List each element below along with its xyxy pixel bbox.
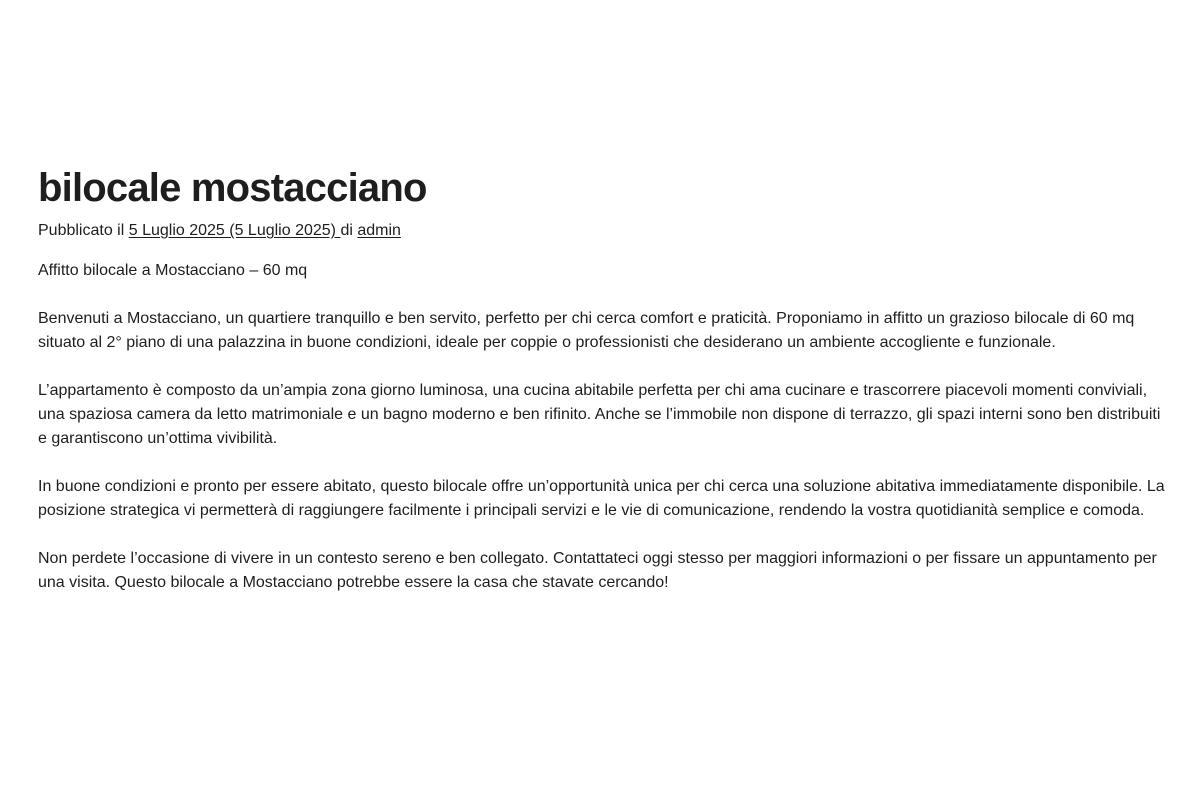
post-article [38,164,1168,619]
post-content [38,259,1168,595]
post-paragraph: In buone condizioni e pronto per essere abitato, questo bilocale offre un’opportunità unica per chi cerca una soluzione abitativa immediatamente disponibile. La posizione strategica vi permetterà di raggiungere facilmente i principali servizi e le vie di comunicazione, rendendo la vostra quotidianità semplice e comoda. [38,478,1165,519]
post-paragraph: Non perdete l’occasione di vivere in un contesto sereno e ben collegato. Contattateci oggi stesso per maggiori informazioni o per fissare un appuntamento per una visita. Questo bilocale a Mostacciano potrebbe essere la casa che stavate cercando! [38,550,1157,591]
author-link[interactable]: admin [357,222,401,239]
post-paragraph-subtitle: Affitto bilocale a Mostacciano – 60 mq [38,262,308,279]
post-paragraph: L’appartamento è composto da un’ampia zona giorno luminosa, una cucina abitabile perfetta per chi ama cucinare e trascorrere piacevoli momenti conviviali, una spaziosa camera da letto matrimoniale e un bagno moderno e ben rifinito. Anche se l’immobile non dispone di terrazzo, gli spazi interni sono ben distribuiti e garantiscono un’ottima vivibilità. [38,382,1161,447]
post-title: bilocale mostacciano [38,166,427,210]
post-meta [38,219,1168,243]
author-prefix: di [340,222,358,239]
published-prefix: Pubblicato il [38,222,129,239]
post-date-link[interactable]: 5 Luglio 2025 (5 Luglio 2025) [128,222,341,239]
post-paragraph: Benvenuti a Mostacciano, un quartiere tranquillo e ben servito, perfetto per chi cerca comfort e praticità. Proponiamo in affitto un grazioso bilocale di 60 mq situato al 2° piano di una palazzina in buone condizioni, ideale per coppie o professionisti che desiderano un ambiente accogliente e funzionale. [38,310,1135,351]
